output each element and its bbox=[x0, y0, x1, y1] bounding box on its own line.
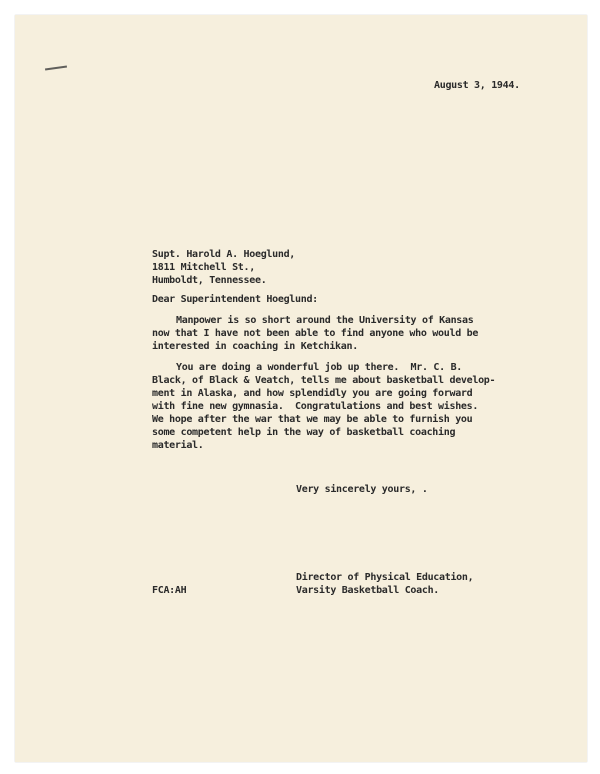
address-line: 1811 Mitchell St., bbox=[152, 262, 255, 273]
paragraph-line: Manpower is so short around the University of Kansas bbox=[176, 315, 474, 326]
address-line: Supt. Harold A. Hoeglund, bbox=[152, 249, 296, 260]
address-line: Humboldt, Tennessee. bbox=[152, 275, 267, 286]
paragraph-line: some competent help in the way of basketball coaching bbox=[152, 427, 456, 438]
letter-date: August 3, 1944. bbox=[434, 80, 520, 91]
paragraph-line: Black, of Black & Veatch, tells me about basketball develop- bbox=[152, 375, 496, 386]
salutation: Dear Superintendent Hoeglund: bbox=[152, 294, 318, 305]
paragraph-line: You are doing a wonderful job up there. Mr. C. B. bbox=[176, 362, 463, 373]
paragraph-line: interested in coaching in Ketchikan. bbox=[152, 341, 358, 352]
signature-line: Varsity Basketball Coach. bbox=[296, 585, 440, 596]
signature-line: Director of Physical Education, bbox=[296, 572, 474, 583]
closing: Very sincerely yours, . bbox=[296, 484, 428, 495]
paragraph-line: We hope after the war that we may be able to furnish you bbox=[152, 414, 473, 425]
typist-initials: FCA:AH bbox=[152, 585, 187, 596]
paragraph-line: ment in Alaska, and how splendidly you are going forward bbox=[152, 388, 473, 399]
paragraph-line: material. bbox=[152, 440, 204, 451]
paragraph-line: with fine new gymnasia. Congratulations and best wishes. bbox=[152, 401, 479, 412]
paragraph-line: now that I have not been able to find anyone who would be bbox=[152, 328, 479, 339]
